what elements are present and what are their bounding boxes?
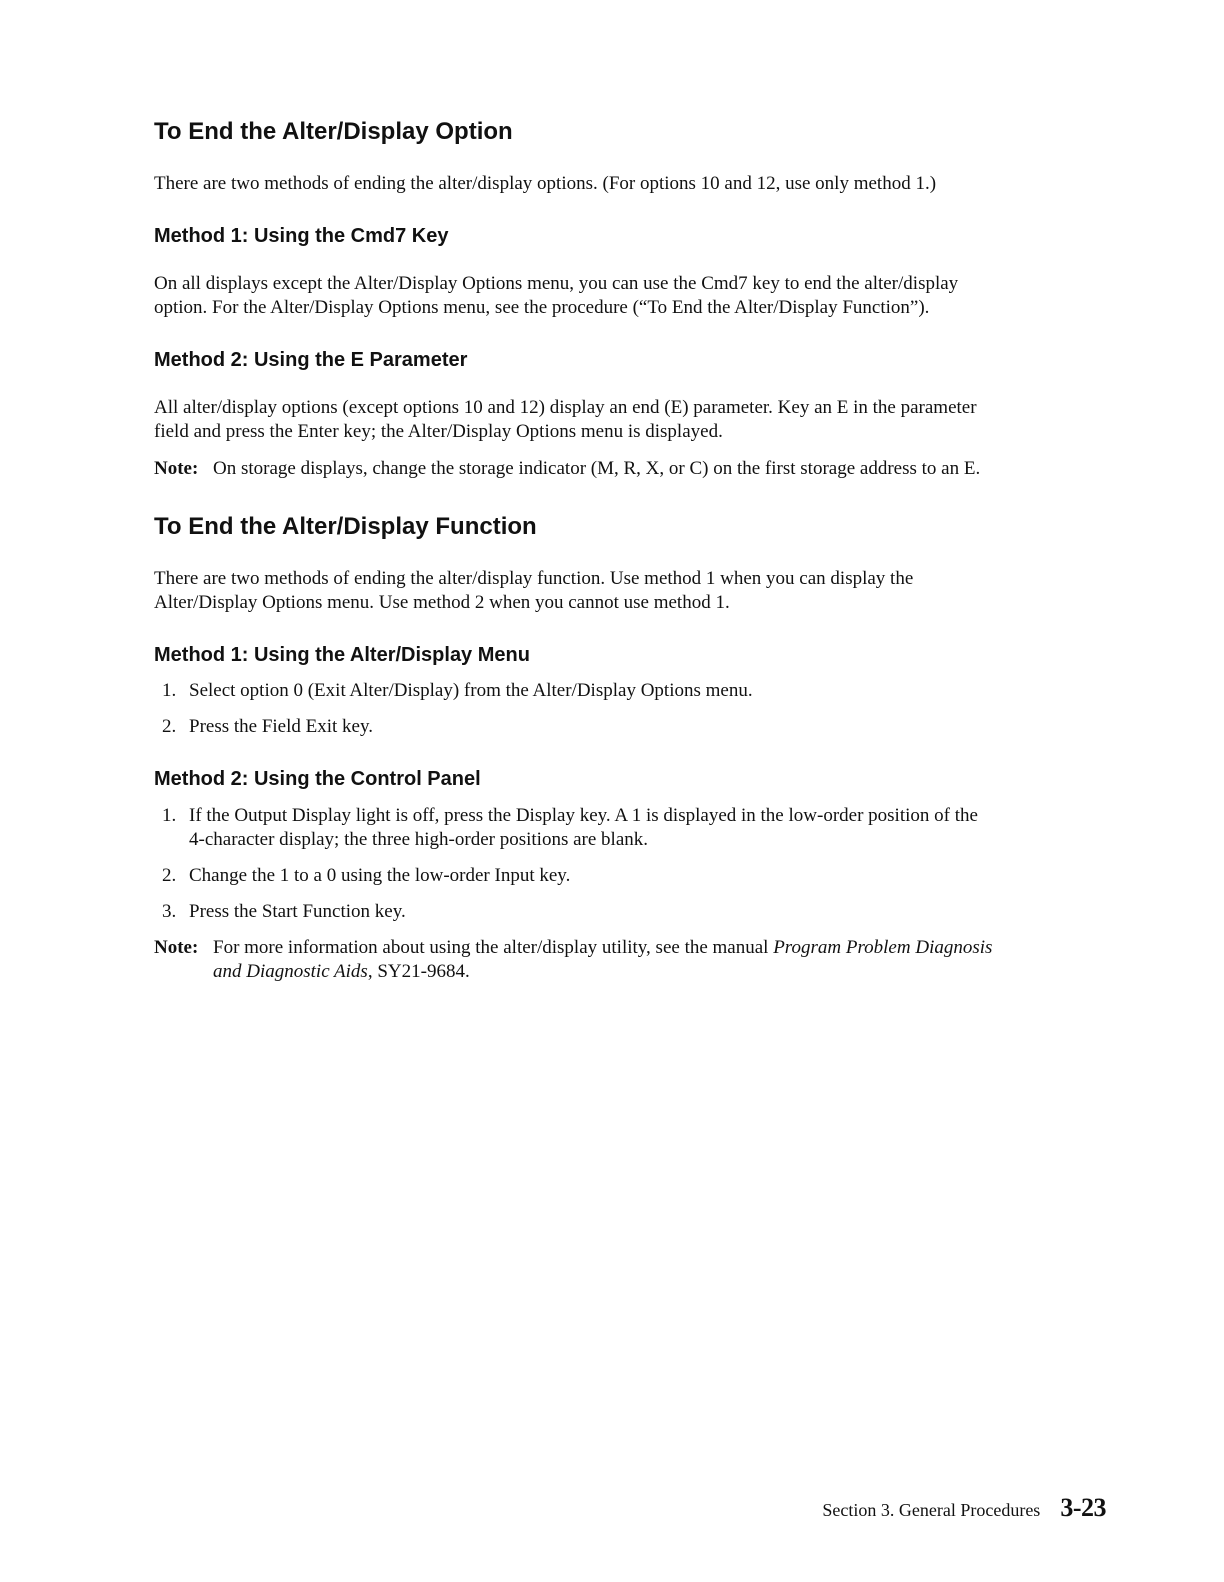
note-text-part: For more information about using the alter/display utility, see the manual [213, 937, 769, 958]
list-text: Change the 1 to a 0 using the low-order Input key. [189, 865, 571, 886]
list-text: Press the Start Function key. [189, 901, 406, 922]
page-footer [822, 1493, 1106, 1523]
list-number: 2. [162, 716, 177, 737]
paragraph-line: On all displays except the Alter/Display Options menu, you can use the Cmd7 key to end the alter/display [154, 273, 959, 294]
paragraph-line: There are two methods of ending the alter/display function. Use method 1 when you can display the [154, 568, 914, 589]
subheading-method1-menu: Method 1: Using the Alter/Display Menu [154, 644, 530, 666]
subheading-method2-control-panel: Method 2: Using the Control Panel [154, 768, 481, 790]
note-text [213, 936, 1106, 984]
paragraph-line: All alter/display options (except options 10 and 12) display an end (E) parameter. Key an E in the parameter [154, 397, 977, 418]
heading-end-option: To End the Alter/Display Option [154, 118, 513, 145]
list-number: 2. [162, 865, 177, 886]
list-text: Press the Field Exit key. [189, 716, 373, 737]
page-number: 3-23 [1060, 1493, 1106, 1522]
heading-end-function: To End the Alter/Display Function [154, 513, 537, 540]
manual-title: and Diagnostic Aids [213, 961, 368, 982]
note-text-part: , SY21-9684. [367, 961, 470, 982]
note-label: Note: [154, 458, 199, 479]
list-text: If the Output Display light is off, press the Display key. A 1 is displayed in the low-order position of the [189, 805, 978, 826]
note-label: Note: [154, 937, 199, 958]
subheading-method1-cmd7: Method 1: Using the Cmd7 Key [154, 225, 449, 247]
note-text: On storage displays, change the storage indicator (M, R, X, or C) on the first storage address to an E. [213, 458, 981, 479]
intro-paragraph: There are two methods of ending the alter/display options. (For options 10 and 12, use only method 1.) [154, 173, 937, 194]
list-text: Select option 0 (Exit Alter/Display) from the Alter/Display Options menu. [189, 680, 753, 701]
manual-title: Program Problem Diagnosis [773, 937, 993, 958]
paragraph-line: option. For the Alter/Display Options menu, see the procedure (“To End the Alter/Display Function”). [154, 297, 930, 318]
subheading-method2-e-parameter: Method 2: Using the E Parameter [154, 349, 468, 371]
list-text: 4-character display; the three high-order positions are blank. [189, 829, 648, 850]
list-number: 3. [162, 901, 177, 922]
list-number: 1. [162, 680, 177, 701]
footer-section: Section 3. General Procedures [822, 1500, 1041, 1520]
list-number: 1. [162, 805, 177, 826]
paragraph-line: Alter/Display Options menu. Use method 2 when you cannot use method 1. [154, 592, 730, 613]
paragraph-line: field and press the Enter key; the Alter/Display Options menu is displayed. [154, 421, 723, 442]
